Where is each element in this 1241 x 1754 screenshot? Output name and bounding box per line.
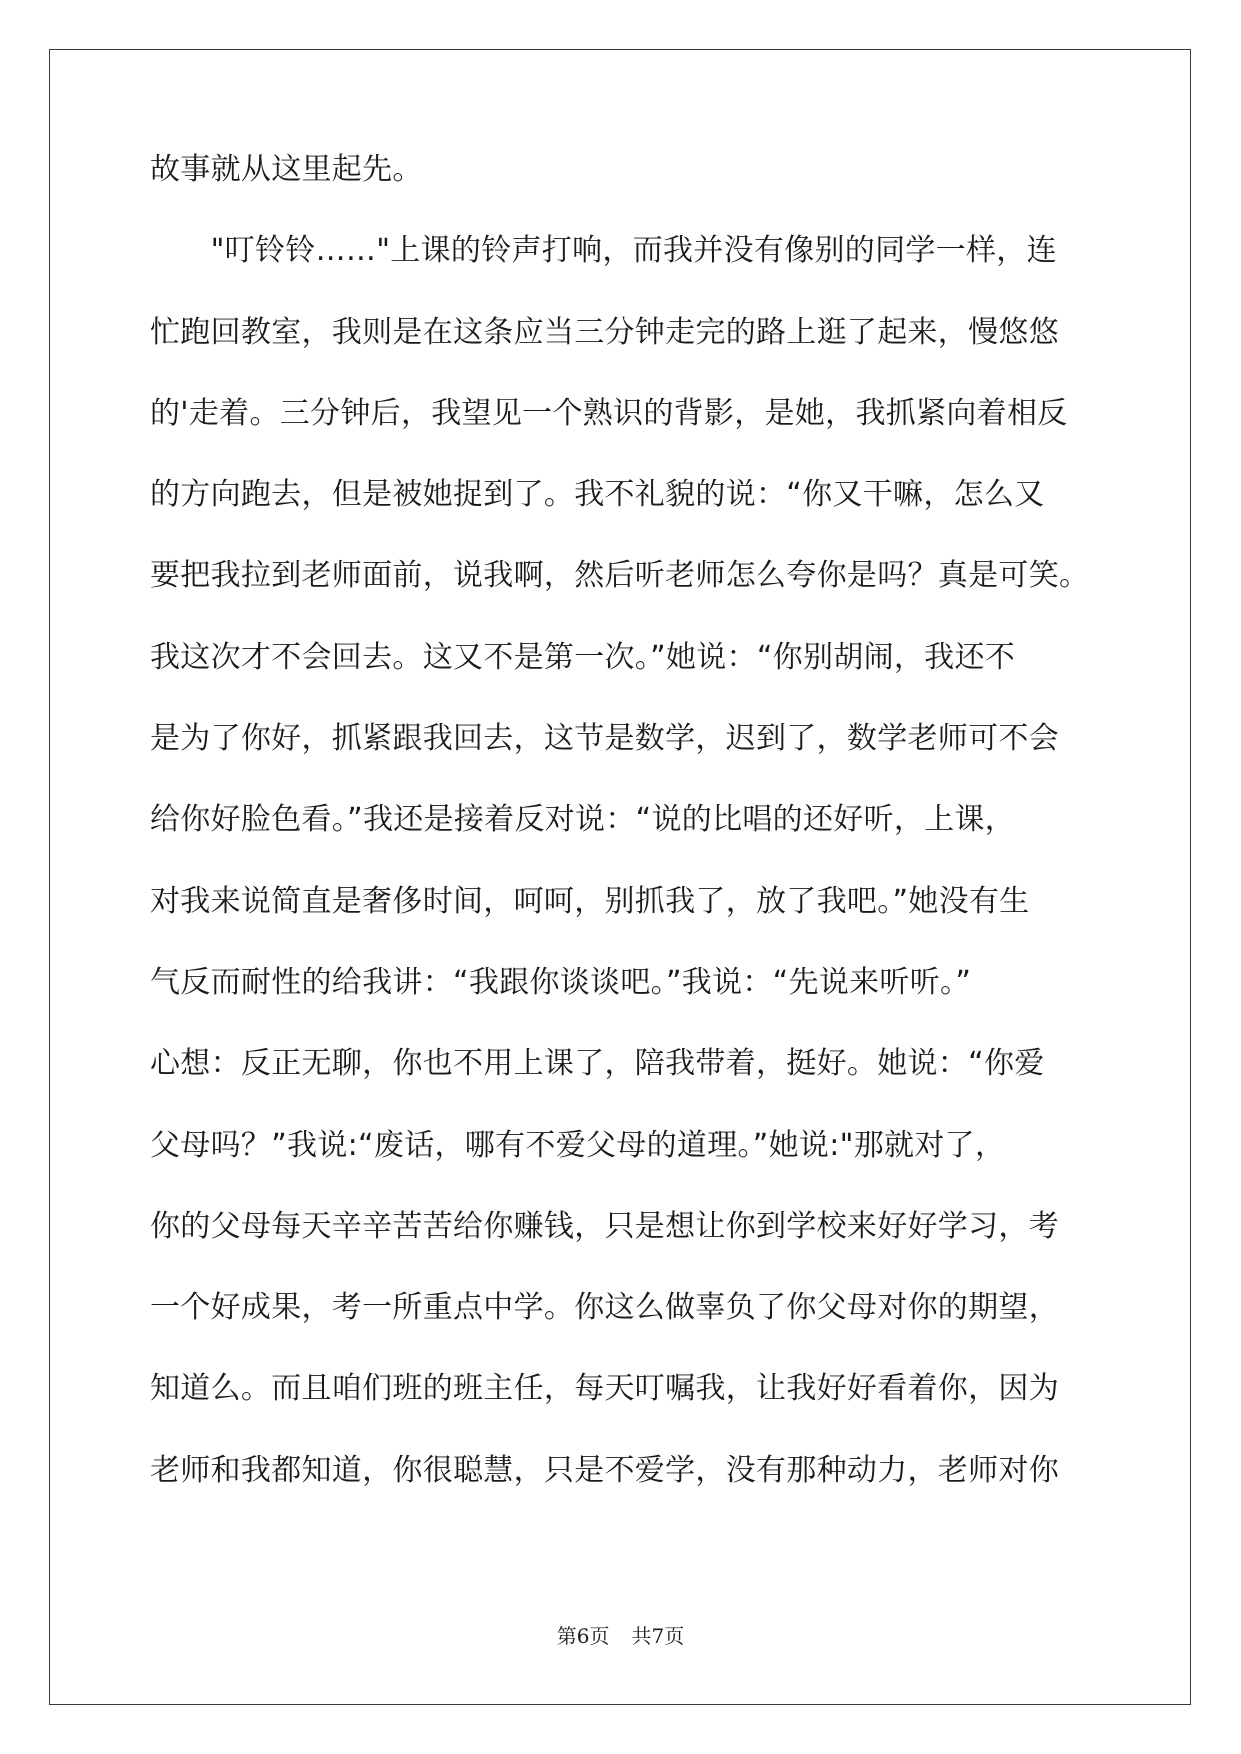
text-line: 气反而耐性的给我讲：“我跟你谈谈吧。”我说：“先说来听听。” (150, 964, 972, 1000)
text-line: 知道么。而且咱们班的班主任，每天叮嘱我，让我好好看着你，因为 (150, 1371, 1059, 1407)
text-line: 老师和我都知道，你很聪慧，只是不爱学，没有那种动力，老师对你 (150, 1452, 1059, 1488)
page-number-total: 共7页 (631, 1624, 685, 1648)
text-line: 故事就从这里起先。 (150, 152, 423, 187)
text-line: 是为了你好，抓紧跟我回去，这节是数学，迟到了，数学老师可不会 (150, 721, 1059, 757)
text-line: 要把我拉到老师面前，说我啊，然后听老师怎么夸你是吗？真是可笑。 (150, 558, 1090, 594)
text-line: 一个好成果，考一所重点中学。你这么做辜负了你父母对你的期望， (150, 1290, 1059, 1326)
text-line: 我这次才不会回去。这又不是第一次。”她说：“你别胡闹，我还不 (150, 639, 1016, 675)
text-line: "叮铃铃……"上课的铃声打响，而我并没有像别的同学一样，连 (150, 233, 1057, 269)
text-line: 你的父母每天辛辛苦苦给你赚钱，只是想让你到学校来好好学习，考 (150, 1208, 1059, 1244)
text-line: 父母吗？”我说:“废话，哪有不爱父母的道理。”她说:"那就对了， (150, 1127, 1006, 1163)
text-line: 给你好脸色看。”我还是接着反对说：“说的比唱的还好听，上课， (150, 802, 1016, 838)
document-body (150, 150, 1090, 1532)
page-number-current: 第6页 (556, 1624, 610, 1648)
page-footer (0, 1620, 1241, 1649)
text-line: 心想：反正无聊，你也不用上课了，陪我带着，挺好。她说：“你爱 (150, 1046, 1045, 1082)
text-line: 的方向跑去，但是被她捉到了。我不礼貌的说：“你又干嘛，怎么又 (150, 477, 1045, 513)
text-line: 的'走着。三分钟后，我望见一个熟识的背影，是她，我抓紧向着相反 (150, 395, 1068, 431)
text-line: 对我来说简直是奢侈时间，呵呵，别抓我了，放了我吧。”她没有生 (150, 883, 1030, 919)
text-line: 忙跑回教室，我则是在这条应当三分钟走完的路上逛了起来，慢悠悠 (150, 314, 1059, 350)
